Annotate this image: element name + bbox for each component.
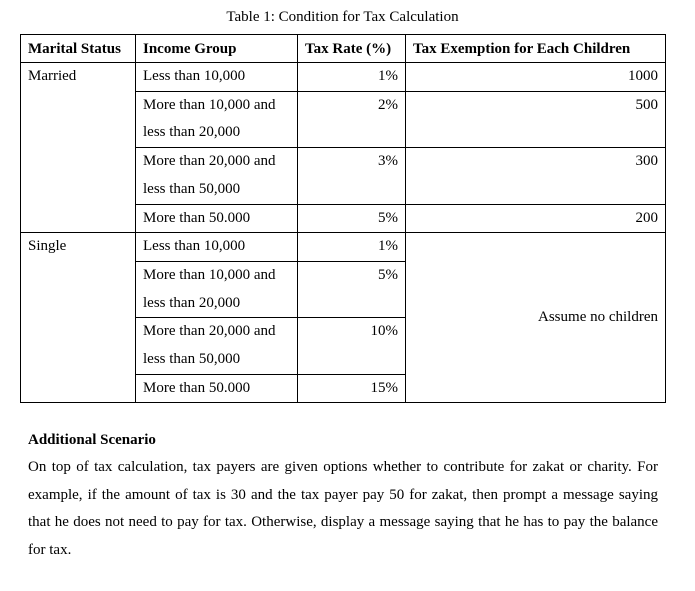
tax-condition-table (20, 34, 666, 403)
scenario-heading: Additional Scenario (28, 432, 156, 448)
table-caption: Table 1: Condition for Tax Calculation (226, 9, 459, 25)
marital-status-married: Married (21, 63, 136, 233)
tax-rate-cell: 5% (298, 204, 406, 233)
header-tax-exemption: Tax Exemption for Each Children (406, 35, 666, 63)
income-group-cell: More than 10,000 and less than 20,000 (136, 261, 298, 317)
tax-rate-cell: 5% (298, 261, 406, 317)
exemption-cell-single: Assume no children (406, 233, 666, 403)
tax-rate-cell: 2% (298, 91, 406, 147)
income-group-cell: More than 10,000 and less than 20,000 (136, 91, 298, 147)
exemption-cell: 200 (406, 204, 666, 233)
exemption-cell: 1000 (406, 63, 666, 92)
header-income-group: Income Group (136, 35, 298, 63)
table-row (21, 233, 666, 262)
marital-status-single: Single (21, 233, 136, 403)
income-group-cell: More than 50.000 (136, 374, 298, 403)
header-marital-status: Marital Status (21, 35, 136, 63)
income-group-cell: Less than 10,000 (136, 233, 298, 262)
tax-rate-cell: 1% (298, 63, 406, 92)
income-group-cell: Less than 10,000 (136, 63, 298, 92)
income-group-cell: More than 50.000 (136, 204, 298, 233)
scenario-body: On top of tax calculation, tax payers are given options whether to contribute for zakat or charity. For example, if the amount of tax is 30 and the tax payer pay 50 for zakat, then prompt a message saying that he does not need to pay for tax. Otherwise, display a message saying that he has to pay the balance for tax. (28, 459, 658, 559)
table-header-row (21, 35, 666, 63)
additional-scenario-section (28, 428, 658, 565)
tax-rate-cell: 3% (298, 148, 406, 204)
tax-rate-cell: 10% (298, 318, 406, 374)
table-row (21, 63, 666, 92)
exemption-cell: 300 (406, 148, 666, 204)
exemption-cell: 500 (406, 91, 666, 147)
header-tax-rate: Tax Rate (%) (298, 35, 406, 63)
tax-rate-cell: 15% (298, 374, 406, 403)
income-group-cell: More than 20,000 and less than 50,000 (136, 148, 298, 204)
tax-rate-cell: 1% (298, 233, 406, 262)
income-group-cell: More than 20,000 and less than 50,000 (136, 318, 298, 374)
